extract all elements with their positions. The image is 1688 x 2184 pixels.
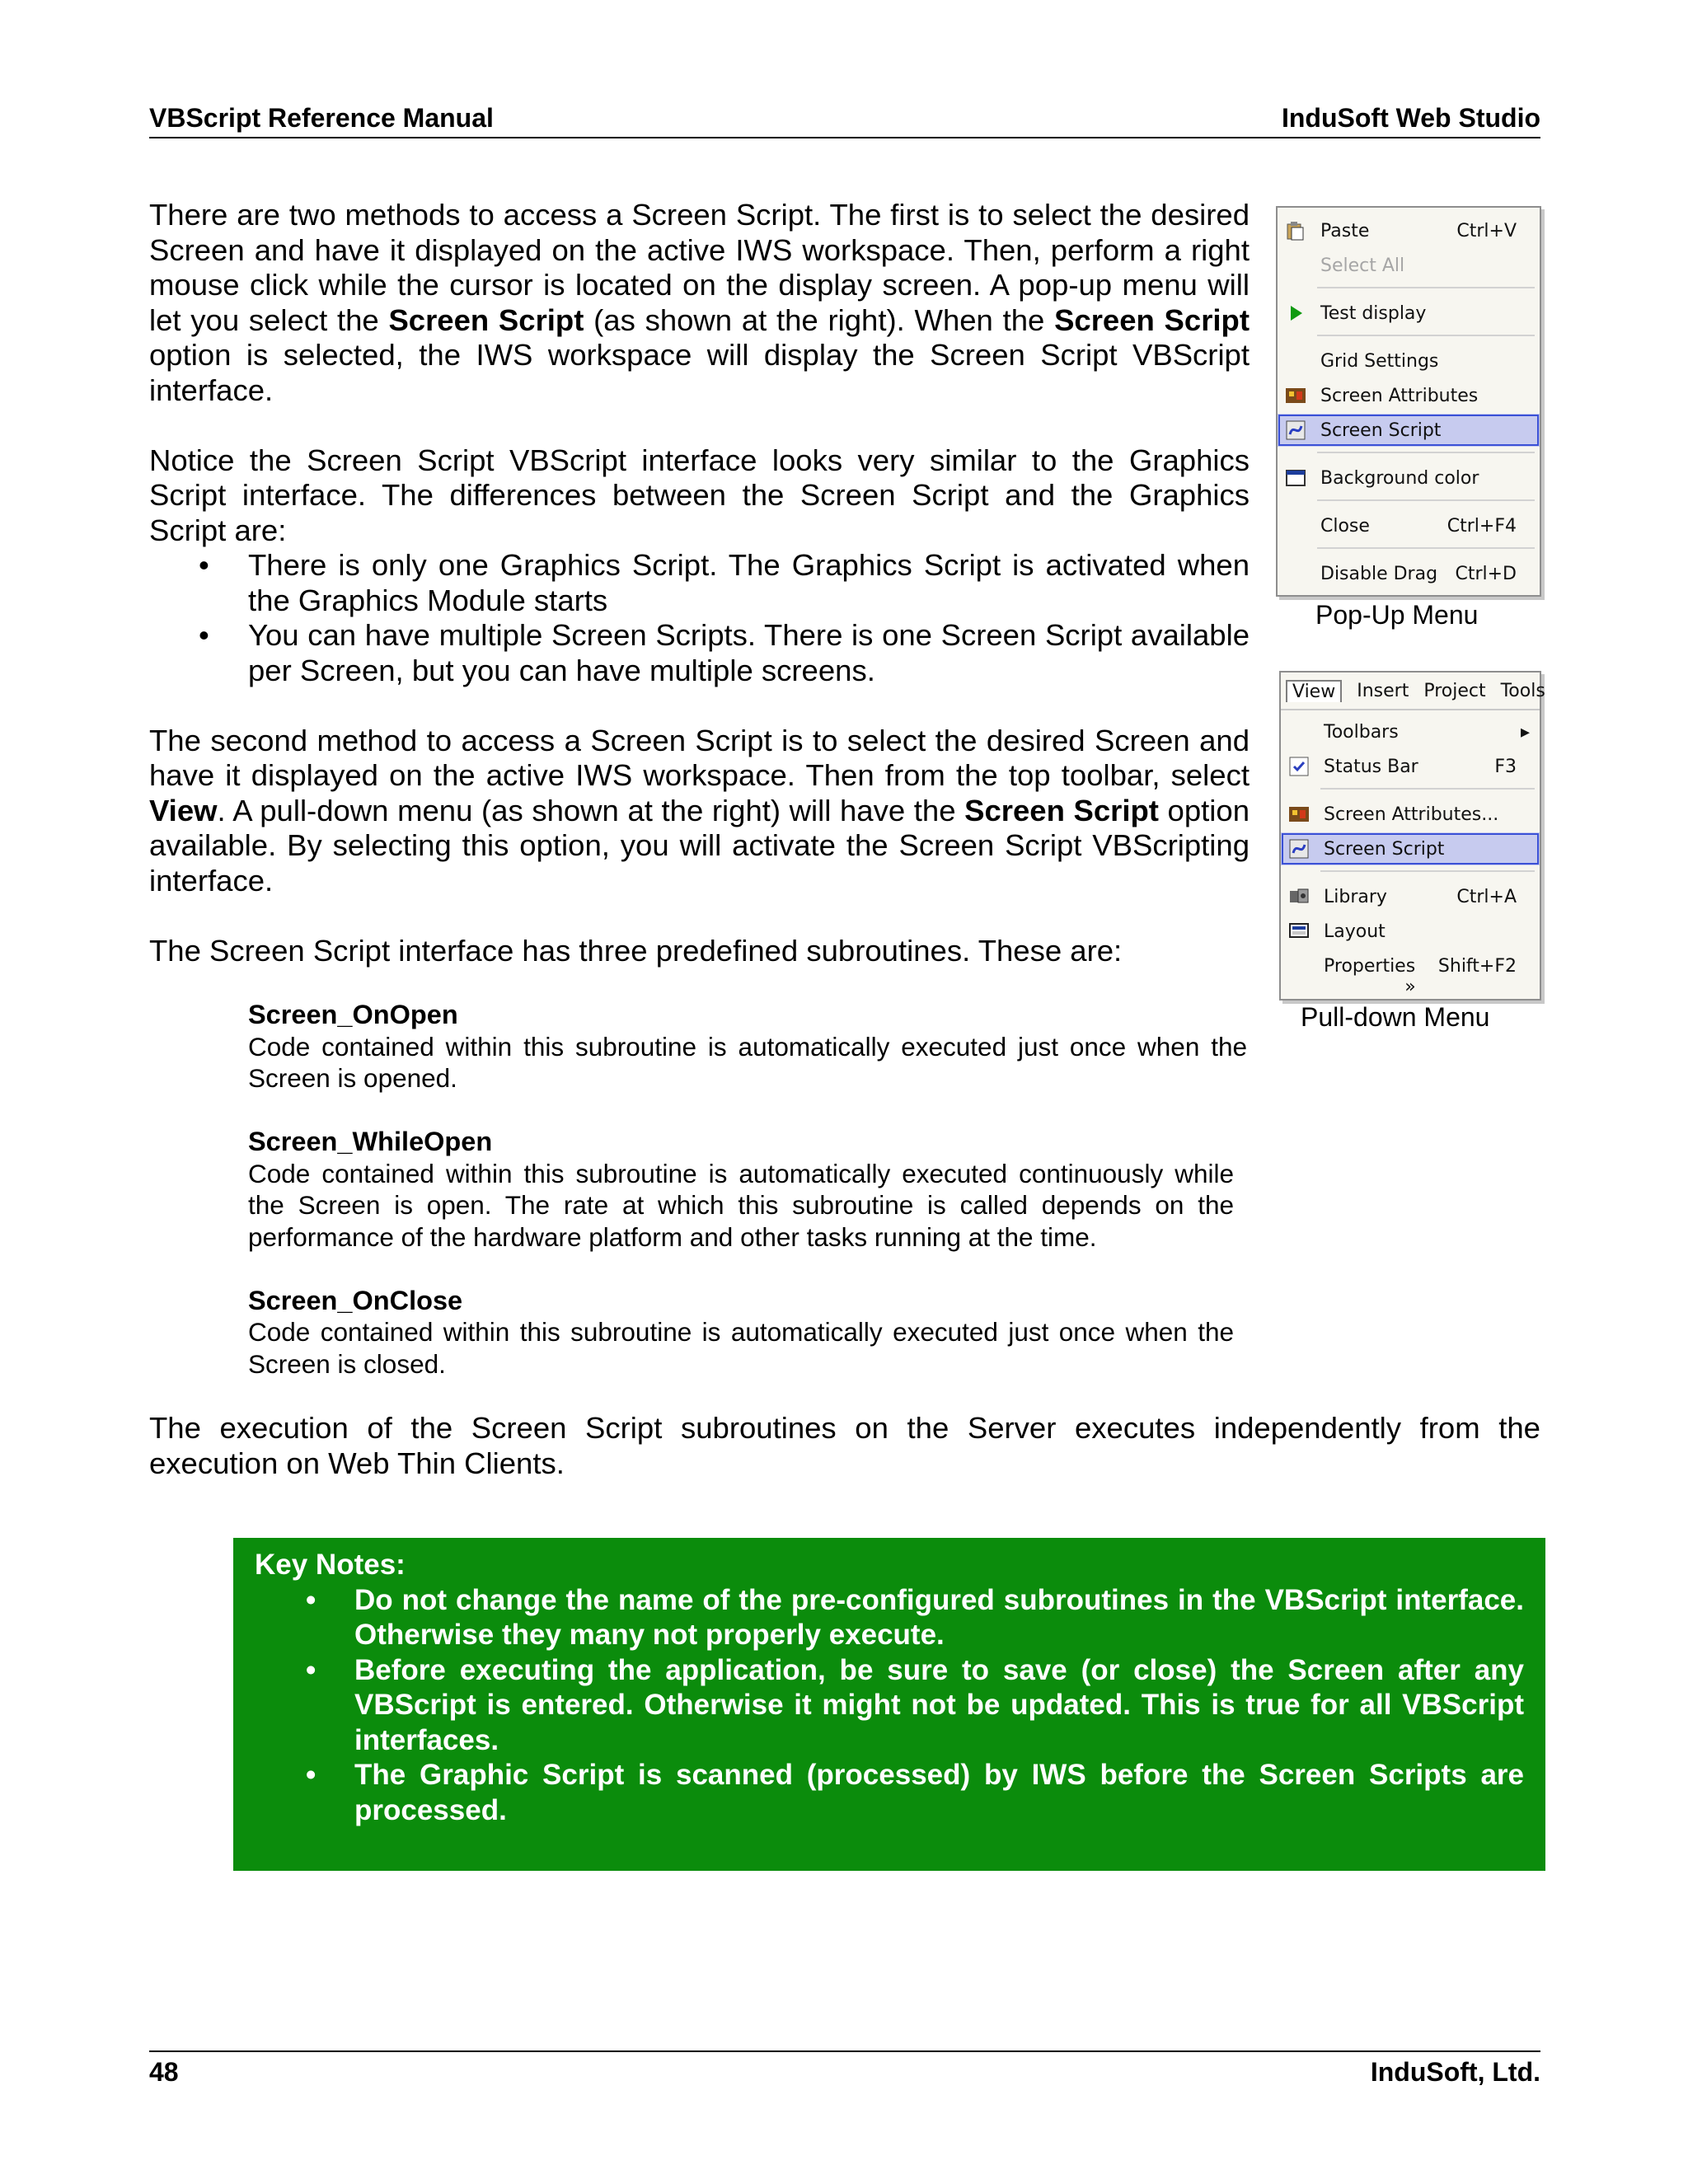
product-name: InduSoft Web Studio	[1281, 103, 1540, 133]
pulldown-menu-caption: Pull-down Menu	[1301, 1002, 1490, 1032]
p3-bold-1: View	[149, 793, 218, 827]
menu-item-label: Close	[1320, 515, 1370, 537]
expand-chevron-icon[interactable]: »	[1404, 977, 1416, 997]
key-notes-title: Key Notes:	[255, 1549, 406, 1581]
menu-item-toolbars[interactable]	[1281, 715, 1540, 748]
subroutine-item	[248, 1285, 1234, 1380]
menu-item-paste[interactable]	[1278, 214, 1540, 247]
page-header	[149, 97, 1540, 138]
key-note-item: • The Graphic Script is scanned (processed) by IWS before the Screen Scripts are processed.	[306, 1759, 1524, 1826]
paragraph-4: The Screen Script interface has three predefined subroutines. These are:	[149, 933, 1123, 968]
subroutine-name: Screen_OnOpen	[248, 1000, 458, 1029]
menu-item-shortcut: Ctrl+D	[1455, 563, 1517, 584]
menu-item-close[interactable]	[1278, 509, 1540, 542]
p1-text-3: option is selected, the IWS workspace will display the Screen Script VBScript interface.	[149, 338, 1250, 407]
menubar-view[interactable]: View	[1286, 680, 1342, 702]
paste-icon	[1284, 219, 1307, 242]
screen-script-icon	[1287, 837, 1311, 860]
menu-bar	[1281, 673, 1545, 710]
checkmark-icon	[1287, 755, 1311, 778]
key-note-item: • Before executing the application, be sure to save (or close) the Screen after any VBScript is entered. Otherwise it might not be updated. This is true for all VBScript interfaces.	[306, 1653, 1524, 1756]
menubar-tools[interactable]: Tools	[1500, 680, 1545, 701]
menu-item-label: Screen Attributes...	[1324, 804, 1499, 825]
body-text	[149, 198, 1250, 1004]
menu-item-label: Screen Script	[1320, 419, 1442, 441]
list-item-text: There is only one Graphics Script. The Graphics Script is activated when the Graphics Module starts	[248, 548, 1250, 617]
page-number: 48	[149, 2057, 179, 2087]
key-notes-box	[233, 1538, 1545, 1871]
pulldown-menu	[1279, 671, 1545, 1001]
paragraph-1	[149, 198, 1250, 408]
p1-bold-2: Screen Script	[1054, 302, 1250, 337]
subroutine-description: Code contained within this subroutine is automatically executed just once when the Screen is closed.	[248, 1317, 1234, 1379]
key-note-text: Before executing the application, be sure to save (or close) the Screen after any VBScript is entered. Otherwise it might not be updated. This is true for all VBScript interfaces.	[354, 1653, 1524, 1756]
subroutine-name: Screen_WhileOpen	[248, 1127, 493, 1156]
menu-item-label: Screen Attributes	[1320, 385, 1479, 406]
popup-menu	[1276, 206, 1541, 597]
menu-item-label: Layout	[1324, 921, 1386, 942]
menu-item-label: Select All	[1320, 255, 1405, 276]
menu-item-label: Background color	[1320, 467, 1479, 489]
p3-text-3: option available. By selecting this option, you will activate the Screen Script VBScripting interface.	[149, 793, 1250, 898]
key-note-text: Do not change the name of the pre-configured subroutines in the VBScript interface. Otherwise they many not properly execute.	[354, 1583, 1524, 1651]
menu-item-label: Disable Drag	[1320, 563, 1438, 584]
paragraph-2: Notice the Screen Script VBScript interface looks very similar to the Graphics Script interface. The differences between the Screen Script and the Graphics Script are:	[149, 443, 1250, 547]
list-item-text: You can have multiple Screen Scripts. There is one Screen Script available per Screen, but you can have multiple screens.	[248, 618, 1250, 687]
menu-item-label: Library	[1324, 886, 1387, 907]
p3-text-1: The second method to access a Screen Script is to select the desired Screen and have it displayed on the active IWS workspace. Then from the top toolbar, select	[149, 723, 1250, 792]
menu-item-status-bar[interactable]	[1281, 750, 1540, 783]
menu-item-label: Status Bar	[1324, 756, 1418, 777]
p1-bold-1: Screen Script	[388, 302, 584, 337]
menu-item-screen-attributes[interactable]	[1278, 379, 1540, 412]
menu-item-shortcut: Ctrl+V	[1456, 220, 1517, 241]
menu-item-label: Grid Settings	[1320, 350, 1439, 372]
p1-text-1: There are two methods to access a Screen Script. The first is to select the desired Screen and have it displayed on the active IWS workspace. Then, perform a right mouse click while the cursor is located on the display screen. A pop-up menu will let you select the	[149, 198, 1250, 337]
list-item: • You can have multiple Screen Scripts. There is one Screen Script available per Screen, but you can have multiple screens.	[199, 618, 1250, 687]
menu-item-label: Test display	[1320, 302, 1427, 324]
menu-item-screen-script[interactable]	[1278, 414, 1540, 447]
manual-title: VBScript Reference Manual	[149, 103, 494, 133]
menu-item-shortcut: Ctrl+F4	[1447, 515, 1517, 537]
key-notes-list	[255, 1583, 1524, 1829]
subroutine-name: Screen_OnClose	[248, 1285, 463, 1315]
p3-bold-2: Screen Script	[964, 793, 1159, 827]
menu-item-background-color[interactable]	[1278, 462, 1540, 494]
menu-item-screen-script[interactable]	[1281, 832, 1540, 865]
list-item: • There is only one Graphics Script. The Graphics Script is activated when the Graphics Module starts	[199, 548, 1250, 617]
subroutine-description: Code contained within this subroutine is automatically executed continuously while the Screen is open. The rate at which this subroutine is called depends on the performance of the hardware platform and other tasks running at the time.	[248, 1158, 1234, 1252]
menu-item-shortcut: Shift+F2	[1437, 955, 1517, 977]
company-name: InduSoft, Ltd.	[1370, 2057, 1540, 2087]
screen-attributes-icon	[1287, 803, 1311, 826]
menu-item-label: Screen Script	[1324, 838, 1445, 860]
window-icon	[1284, 466, 1307, 490]
key-note-text: The Graphic Script is scanned (processed) by IWS before the Screen Scripts are processed.	[354, 1759, 1524, 1826]
subroutine-description: Code contained within this subroutine is automatically executed just once when the Screen is opened.	[248, 1031, 1247, 1093]
menu-item-library[interactable]	[1281, 880, 1540, 913]
screen-attributes-icon	[1284, 384, 1307, 407]
paragraph-3	[149, 724, 1250, 899]
differences-list	[149, 548, 1250, 688]
menu-item-layout[interactable]	[1281, 915, 1540, 948]
screen-script-icon	[1284, 419, 1307, 442]
menu-item-screen-attributes[interactable]	[1281, 798, 1540, 831]
library-icon	[1287, 885, 1311, 908]
play-icon	[1284, 302, 1307, 325]
final-paragraph: The execution of the Screen Script subroutines on the Server executes independently from the execution on Web Thin Clients.	[149, 1411, 1540, 1480]
menu-item-grid-settings[interactable]	[1278, 344, 1540, 377]
menu-item-shortcut: F3	[1494, 756, 1517, 777]
popup-menu-caption: Pop-Up Menu	[1315, 600, 1479, 630]
menu-item-label: Toolbars	[1324, 721, 1399, 743]
menu-item-shortcut: Ctrl+A	[1456, 886, 1517, 907]
subroutine-item	[248, 1126, 1234, 1253]
p3-text-2: . A pull-down menu (as shown at the right) will have the	[217, 793, 965, 827]
page-footer	[149, 2050, 1540, 2102]
submenu-arrow-icon: ▸	[1520, 721, 1530, 743]
menubar-insert[interactable]: Insert	[1357, 680, 1409, 701]
layout-icon	[1287, 920, 1311, 943]
menu-item-test-display[interactable]	[1278, 297, 1540, 330]
menu-item-label: Paste	[1320, 220, 1370, 241]
menubar-project[interactable]: Project	[1423, 680, 1486, 701]
p1-text-2: (as shown at the right). When the	[584, 302, 1055, 337]
menu-item-label: Properties	[1324, 955, 1416, 977]
subroutine-item	[248, 999, 1247, 1094]
menu-item-select-all[interactable]	[1278, 249, 1540, 282]
subroutine-list	[248, 999, 1247, 1412]
key-note-item: • Do not change the name of the pre-configured subroutines in the VBScript interface. Otherwise they many not properly execute.	[306, 1583, 1524, 1651]
menu-item-disable-drag[interactable]	[1278, 557, 1540, 590]
